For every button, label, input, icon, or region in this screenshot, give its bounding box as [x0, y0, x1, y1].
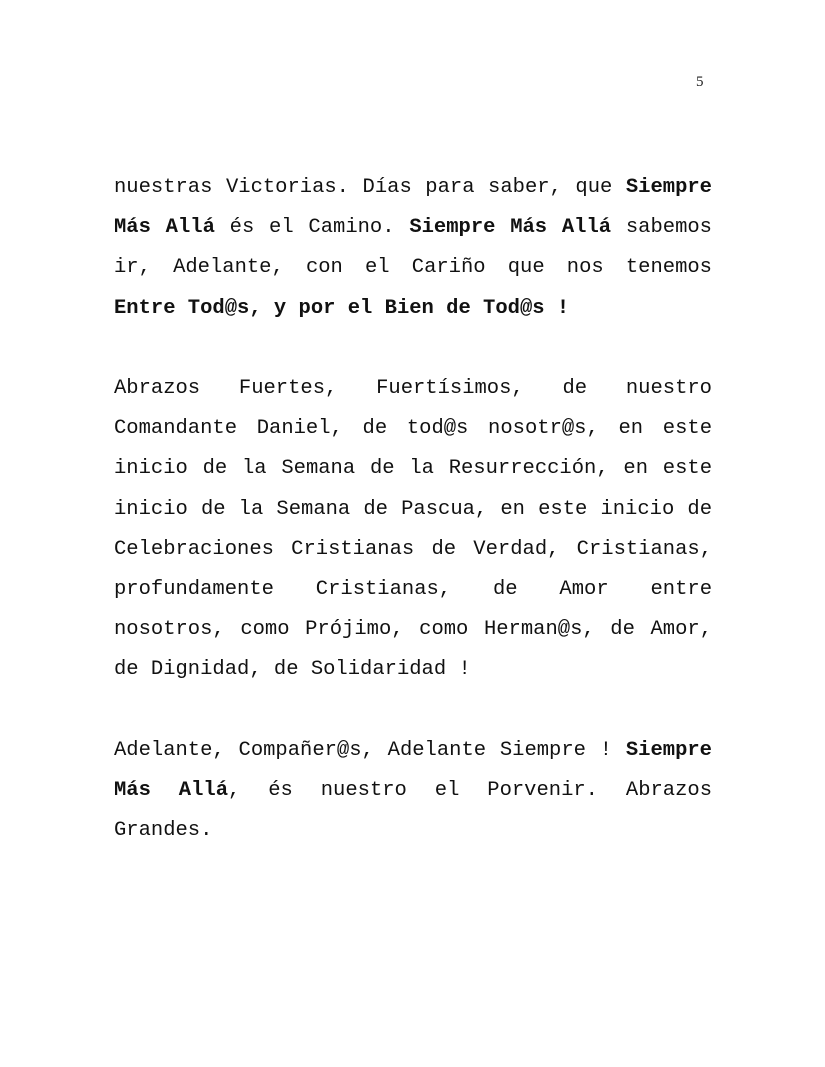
bold-text-run: Siempre Más Allá — [114, 176, 712, 240]
text-run: és el Camino. — [214, 216, 410, 240]
bold-text-run: Siempre Más Allá — [409, 216, 612, 240]
bold-text-run: Siempre Más Allá — [114, 738, 712, 803]
text-run: Abrazos Fuertes, Fuertísimos, de nuestro Comandante Daniel, de tod@s nosotr@s, en este inicio de la Semana de la Resurrección, en este inicio de la Semana de Pascua, en este inicio de Celebraciones Cristianas de Verdad, Cristianas, profundamente Cristianas, de Amor entre nosotros, como Prójimo, como Herman@s, de Amor, de Dignidad, de Solidaridad ! — [114, 377, 712, 682]
text-run: sabemos ir, Adelante, con el Cariño que nos tenemos — [114, 216, 712, 280]
paragraph — [114, 369, 712, 691]
text-run: Adelante, Compañer@s, Adelante Siempre ! — [114, 738, 626, 762]
page-number: 5 — [696, 74, 704, 90]
text-run: , és nuestro el Porvenir. Abrazos Grandes. — [114, 779, 713, 843]
bold-text-run: Entre Tod@s, y por el Bien de Tod@s ! — [114, 296, 570, 320]
document-body — [114, 168, 712, 851]
text-run: nuestras Victorias. Días para saber, que — [114, 176, 626, 199]
paragraph — [114, 731, 712, 852]
paragraph — [114, 168, 712, 329]
